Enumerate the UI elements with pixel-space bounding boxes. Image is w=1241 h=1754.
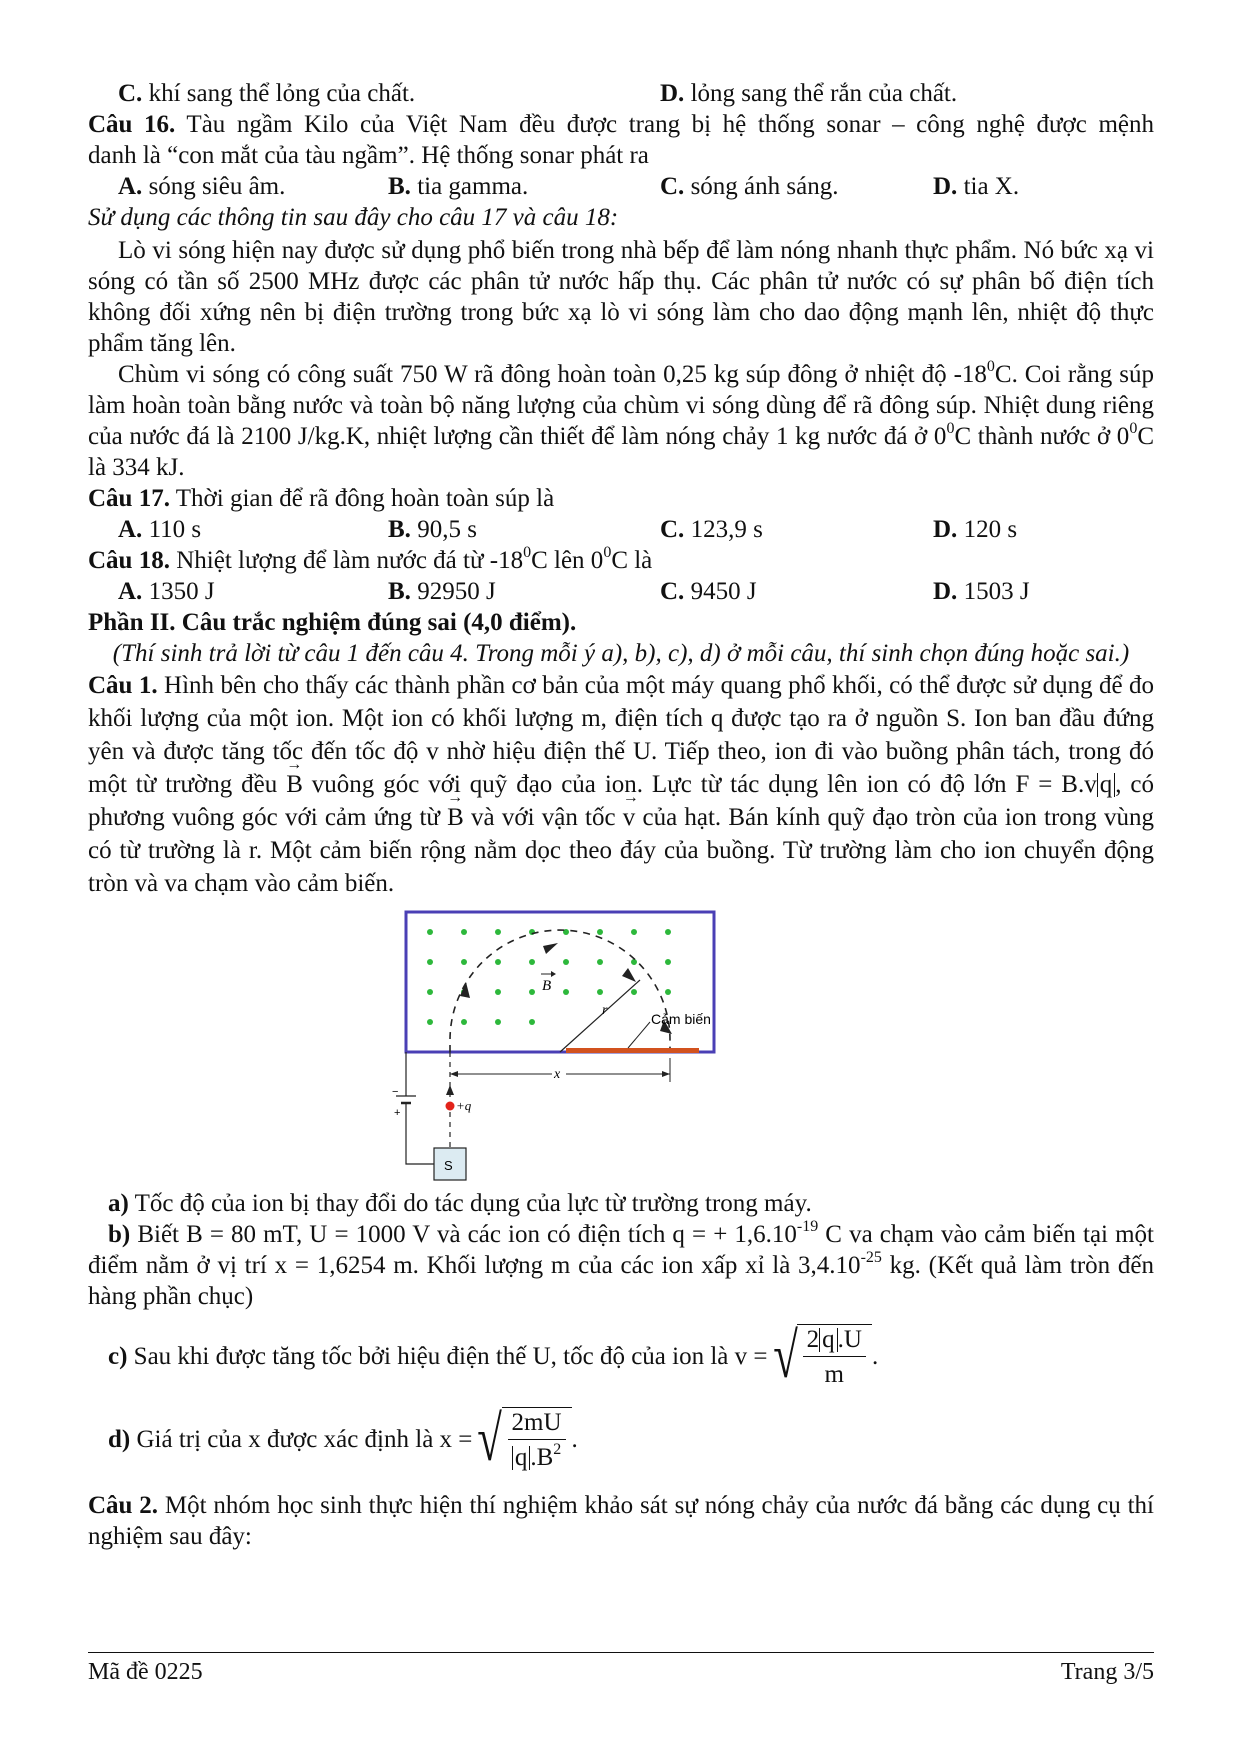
x-formula: √ $\frac{2mU}{q .B^2}$ [472,1407,571,1471]
q16-stem-line2: danh là “con mắt của tàu ngầm”. Hệ thống sonar phát ra [88,142,649,169]
mass-spectrometer-figure [88,910,1154,1190]
field-dot [427,1019,433,1025]
q16-option-b: B. tia gamma. [388,173,529,200]
field-dot [427,929,433,935]
q18-option-c: C. 9450 J [660,578,757,605]
field-dot [597,959,603,965]
trajectory-arrow-2 [543,943,558,954]
q17-option-b: B. 90,5 s [388,516,477,543]
q16-stem-line1: Câu 16. Tàu ngầm Kilo của Việt Nam đều được trang bị hệ thống sonar – công nghệ được mệnh [88,111,1154,138]
field-dot [631,929,637,935]
field-dot [495,959,501,965]
vector-b: → B [286,768,303,801]
field-dot [495,1019,501,1025]
ion-charge-label: +q [456,1098,472,1113]
sensor-label: Cảm biến [651,1011,711,1027]
part2-title: Phần II. Câu trắc nghiệm đúng sai (4,0 điểm). [88,609,577,636]
field-dot [597,929,603,935]
item-d: d) Giá trị của x được xác định là x = √ $\frac{2mU}{q .B^2}$ . [108,1403,578,1474]
q16-option-a: A. sóng siêu âm. [118,173,286,200]
q18-option-a: A. 1350 J [118,578,215,605]
q17-option-a: A. 110 s [118,516,202,543]
field-dot [427,989,433,995]
item-b: b) Biết B = 80 mT, U = 1000 V và các ion có điện tích q = + $1,6.10^{-19}$ C va chạm vào cảm biến tại một điểm nằm ở vị trí x = 1,6254 m. Khối lượng m của các ion xấp xỉ là $3,4.10^{-25}$ kg. (Kết quả làm tròn đến hàng phần chục) [88,1217,1154,1310]
passage-paragraph-2: Chùm vi sóng có công suất 750 W rã đông hoàn toàn 0,25 kg súp đông ở nhiệt độ $-18^0C$. Coi rằng súp làm hoàn toàn bằng nước và toàn bộ năng lượng của chùm vi sóng dùng để rã đông súp. Nhiệt dung riêng của nước đá là 2100 J/kg.K, nhiệt lượng cần thiết để làm nóng chảy 1 kg nước đá ở $0^0C$ thành nước ở $0^0C$ là 334 kJ. [88,357,1154,481]
velocity-lhs: v = [734,1342,768,1370]
exam-page [88,78,1154,1552]
q15-option-c: C. khí sang thể lỏng của chất. [118,80,416,107]
field-dot [631,989,637,995]
q18-option-b: B. 92950 J [388,578,496,605]
shared-intro: Sử dụng các thông tin sau đây cho câu 17 và câu 18: [88,204,619,231]
sensor-pointer [628,1022,650,1048]
q18-options [88,576,1154,607]
radius-label: r [602,1003,608,1018]
q18-option-d: D. 1503 J [933,578,1030,605]
q15-options [88,78,1154,109]
q18-stem: Câu 18. Nhiệt lượng để làm nước đá từ $-18^0C$ lên $0^0C$ là [88,543,653,574]
trajectory-arrow-3 [622,968,636,982]
force-formula: F = B.v q [1015,771,1115,798]
battery-minus-label: − [392,1086,399,1098]
vector-b-2: → B [447,801,464,834]
q16-options [88,171,1154,202]
ion-trajectory [450,930,670,1052]
trajectory-arrow-1 [460,982,470,998]
page-number: Trang 3/5 [1060,1659,1154,1685]
part2-question1: Câu 1. Hình bên cho thấy các thành phần cơ bản của một máy quang phổ khối, có thể được sử dụng để đo khối lượng của một ion. Một ion có khối lượng m, điện tích q được tạo ra ở nguồn S. Ion ban đầu đứng yên và được tăng tốc đến tốc độ v nhờ hiệu điện thế U. Tiếp theo, ion đi vào buồng phân tách, trong đó một từ trường đều → B vuông góc với quỹ đạo của ion. Lực từ tác dụng lên ion có độ lớn F = B.v q , có phương vuông góc với cảm ứng từ → B và với vận tốc → v của hạt. Bán kính quỹ đạo tròn của ion trong vùng có từ trường là r. Một cảm biến rộng nằm dọc theo đáy của buồng. Từ trường làm cho ion chuyển động tròn và va chạm vào cảm biến. [88,669,1154,900]
field-dot [665,929,671,935]
q17-option-d: D. 120 s [933,516,1018,543]
battery-plus-label: + [394,1107,401,1119]
b-label: B [542,978,552,994]
field-dot [665,989,671,995]
field-dot [461,959,467,965]
magnetic-field-dots [427,929,671,1025]
field-dot [495,989,501,995]
q15-option-d: D. lỏng sang thể rắn của chất. [660,80,958,107]
exam-code: Mã đề 0225 [88,1659,203,1685]
circuit-wire-bottom [406,1103,434,1164]
field-dot [563,959,569,965]
field-dot [529,959,535,965]
item-c: c) Sau khi được tăng tốc bởi hiệu điện thế U, tốc độ của ion là v = √ $\frac{2 q .U}{m}$ . [108,1320,879,1391]
q17-stem: Câu 17. Thời gian để rã đông hoàn toàn súp là [88,485,555,512]
ion-dot [446,1102,455,1111]
ion-source-label: S [444,1158,453,1173]
part2-instructions: (Thí sinh trả lời từ câu 1 đến câu 4. Trong mỗi ý a), b), c), d) ở mỗi câu, thí sinh chọn đúng hoặc sai.) [112,640,1130,667]
field-dot [461,929,467,935]
x-label: x [554,1067,561,1082]
b-vector-arrowhead [551,971,556,977]
vector-v: → v [623,801,636,834]
item-a: a) Tốc độ của ion bị thay đổi do tác dụng của lực từ trường trong máy. [108,1190,812,1217]
x-arrow-right [662,1071,670,1077]
part2-question2: Câu 2. Một nhóm học sinh thực hiện thí nghiệm khảo sát sự nóng chảy của nước đá bằng các dụng cụ thí nghiệm sau đây: [88,1492,1154,1550]
field-dot [631,959,637,965]
field-dot [665,959,671,965]
acceleration-arrow [446,1085,454,1095]
field-dot [495,929,501,935]
field-dot [427,959,433,965]
velocity-formula: √ $\frac{2 q .U}{m}$ [768,1324,872,1388]
mass-spectrometer-diagram [88,910,1154,1190]
sensor-bar [566,1048,699,1053]
field-dot [597,989,603,995]
field-dot [529,989,535,995]
page-footer [88,1652,1154,1686]
passage-paragraph-1: Lò vi sóng hiện nay được sử dụng phổ biến trong nhà bếp để làm nóng nhanh thực phẩm. Nó bức xạ vi sóng có tần số 2500 MHz được các phân tử nước hấp thụ. Các phân tử nước có sự phân bố điện tích không đối xứng nên bị điện trường trong bức xạ lò vi sóng làm cho dao động mạnh lên, nhiệt độ thực phẩm tăng lên. [88,237,1154,357]
q16-option-c: C. sóng ánh sáng. [660,173,839,200]
q17-option-c: C. 123,9 s [660,516,763,543]
field-dot [563,989,569,995]
x-lhs: x = [439,1425,473,1453]
q16-option-d: D. tia X. [933,173,1020,200]
x-arrow-left [450,1071,458,1077]
q17-options [88,514,1154,545]
field-dot [529,1019,535,1025]
field-dot [461,1019,467,1025]
